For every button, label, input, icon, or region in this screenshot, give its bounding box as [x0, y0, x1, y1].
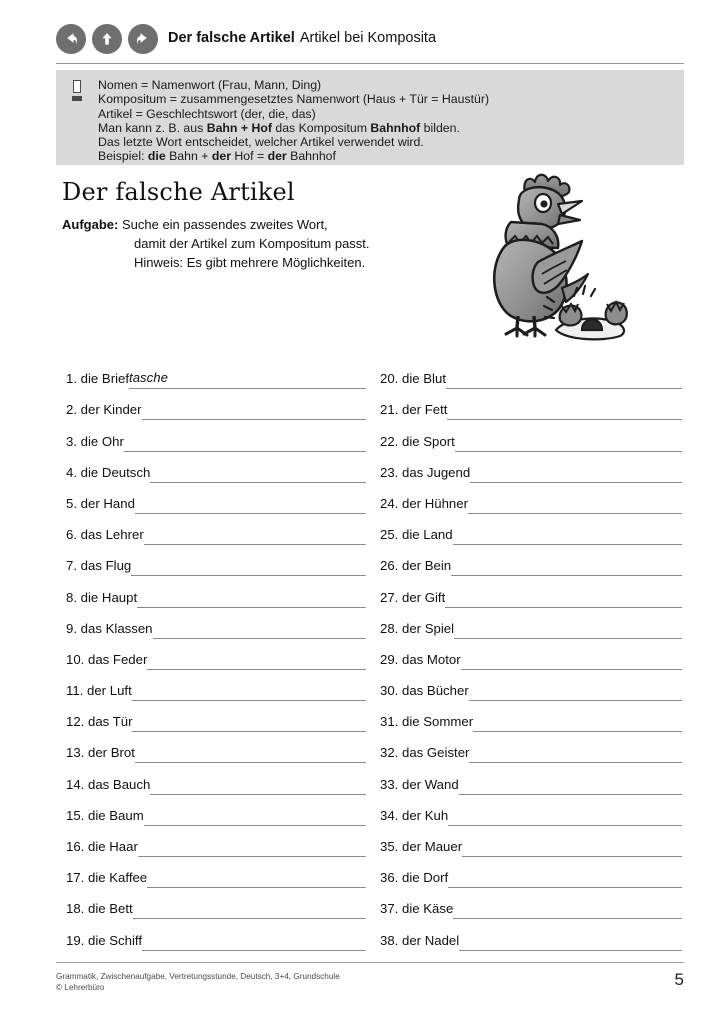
- exercise-item[interactable]: [380, 732, 682, 763]
- info-line-5: Das letzte Wort entscheidet, welcher Artikel verwendet wird.: [98, 135, 424, 150]
- exercise-item[interactable]: [380, 857, 682, 888]
- exercise-prompt: 13. der Brot: [66, 745, 135, 761]
- exercise-item[interactable]: [66, 701, 366, 732]
- exercise-item[interactable]: [66, 483, 366, 514]
- task-line-3: Hinweis: Es gibt mehrere Möglichkeiten.: [134, 255, 366, 270]
- exercise-prompt: 6. das Lehrer: [66, 527, 144, 543]
- exercise-item[interactable]: [66, 826, 366, 857]
- exercise-item[interactable]: [66, 639, 366, 670]
- page-title: Der falsche Artikel: [62, 178, 295, 206]
- info-line-3: Artikel = Geschlechtswort (der, die, das): [98, 106, 316, 121]
- exercise-item[interactable]: [66, 358, 366, 389]
- exercise-item[interactable]: [380, 483, 682, 514]
- info-line-4: Man kann z. B. aus Bahn + Hof das Kompositum Bahnhof bilden.: [98, 120, 460, 135]
- task-instructions: [62, 215, 370, 272]
- exercise-item[interactable]: [380, 514, 682, 545]
- exercise-item[interactable]: [66, 888, 366, 919]
- info-box-text: [98, 78, 676, 164]
- exercise-column-left: [66, 358, 366, 951]
- exercise-prompt: 38. der Nadel: [380, 932, 460, 948]
- exercise-item[interactable]: [380, 389, 682, 420]
- exercise-item[interactable]: [380, 358, 682, 389]
- exercise-prompt: 23. das Jugend: [380, 464, 471, 480]
- exercise-prompt: 15. die Baum: [66, 807, 144, 823]
- info-box: [56, 70, 684, 165]
- exercise-item[interactable]: [66, 389, 366, 420]
- exercise-item[interactable]: [66, 608, 366, 639]
- task-line-2: damit der Artikel zum Kompositum passt.: [134, 236, 370, 251]
- exercise-item[interactable]: [66, 514, 366, 545]
- page-number: 5: [674, 970, 684, 989]
- info-line-2: Kompositum = zusammengesetztes Namenwort (Haus + Tür = Haustür): [98, 92, 490, 107]
- header-subtitle: Artikel bei Komposita: [299, 30, 437, 46]
- exercise-prompt: 30. das Bücher: [380, 683, 469, 699]
- exercise-prompt: 1. die Brief: [66, 371, 130, 387]
- exercise-prompt: 10. das Feder: [66, 651, 148, 667]
- task-line-1: Suche ein passendes zweites Wort,: [121, 217, 328, 232]
- up-arrow-icon[interactable]: [92, 24, 122, 54]
- exercise-item[interactable]: [66, 763, 366, 794]
- back-arrow-icon[interactable]: [56, 24, 86, 54]
- footer-line-2: © Lehrerbüro: [56, 982, 105, 992]
- exercise-prompt: 8. die Haupt: [66, 589, 138, 605]
- exercise-prompt: 32. das Geister: [380, 745, 470, 761]
- exercise-prompt: 9. das Klassen: [66, 620, 153, 636]
- navigation-buttons: [56, 24, 158, 54]
- exercise-prompt: 26. der Bein: [380, 558, 452, 574]
- exercise-prompt: 35. der Mauer: [380, 839, 463, 854]
- exercise-prompt: 14. das Bauch: [66, 776, 151, 792]
- exercise-item[interactable]: [380, 670, 682, 701]
- forward-arrow-icon[interactable]: [128, 24, 158, 54]
- exercise-item[interactable]: [66, 670, 366, 701]
- task-label: Aufgabe:: [62, 217, 119, 232]
- exercise-prompt: 4. die Deutsch: [66, 464, 151, 480]
- exercise-answer[interactable]: tasche: [129, 370, 168, 389]
- exercise-prompt: 34. der Kuh: [380, 807, 449, 823]
- exercise-prompt: 31. die Sommer: [380, 714, 474, 730]
- exercise-prompt: 25. die Land: [380, 527, 453, 543]
- info-line-1: Nomen = Namenwort (Frau, Mann, Ding): [98, 78, 322, 92]
- exercise-item[interactable]: [380, 763, 682, 794]
- header-divider: [56, 63, 684, 64]
- exercise-item[interactable]: [380, 826, 682, 857]
- exercise-item[interactable]: [66, 576, 366, 607]
- footer-divider: [56, 962, 684, 963]
- exercise-prompt: 17. die Kaffee: [66, 870, 148, 886]
- exercise-item[interactable]: [66, 857, 366, 888]
- exercise-item[interactable]: [380, 919, 682, 950]
- exercise-prompt: 3. die Ohr: [66, 433, 124, 449]
- exercise-column-right: [380, 358, 682, 951]
- exercise-prompt: 24. der Hühner: [380, 495, 468, 511]
- exercise-prompt: 21. der Fett: [380, 402, 448, 418]
- exercise-prompt: 7. das Flug: [66, 558, 132, 574]
- exercise-item[interactable]: [66, 919, 366, 950]
- exercise-item[interactable]: [380, 701, 682, 732]
- exercise-item[interactable]: [380, 608, 682, 639]
- exercise-prompt: 19. die Schiff: [66, 932, 143, 948]
- exercise-item[interactable]: [380, 452, 682, 483]
- exercise-prompt: 18. die Bett: [66, 901, 133, 917]
- exercise-prompt: 20. die Blut: [380, 371, 446, 387]
- exercise-item[interactable]: [66, 795, 366, 826]
- exercise-item[interactable]: [380, 795, 682, 826]
- rooster-with-cracked-egg-illustration: [478, 170, 648, 342]
- exercise-item[interactable]: [66, 545, 366, 576]
- exercise-item[interactable]: [380, 888, 682, 919]
- exercise-item[interactable]: [66, 452, 366, 483]
- exercise-prompt: 36. die Dorf: [380, 870, 449, 886]
- exercise-item[interactable]: [380, 576, 682, 607]
- exercise-prompt: 12. das Tür: [66, 714, 133, 730]
- exercise-prompt: 37. die Käse: [380, 901, 454, 917]
- exercise-prompt: 11. der Luft: [66, 683, 132, 699]
- header-title-group: [168, 30, 436, 46]
- exercise-prompt: 27. der Gift: [380, 589, 446, 605]
- answer-line[interactable]: [142, 949, 366, 951]
- answer-line[interactable]: [459, 949, 682, 951]
- exercise-prompt: 22. die Sport: [380, 433, 455, 449]
- footer-line-1: Grammatik, Zwischenaufgabe, Vertretungsstunde, Deutsch, 3+4, Grundschule: [56, 972, 340, 981]
- exercise-item[interactable]: [66, 420, 366, 451]
- footer-credits: [56, 972, 340, 993]
- page-header: [56, 24, 684, 66]
- exercise-prompt: 29. das Motor: [380, 651, 461, 667]
- exclamation-mark-icon: [70, 80, 84, 102]
- exercise-prompt: 16. die Haar: [66, 839, 138, 854]
- exercise-prompt: 33. der Wand: [380, 776, 459, 792]
- header-title: Der falsche Artikel: [168, 30, 295, 46]
- exercise-prompt: 2. der Kinder: [66, 402, 142, 418]
- exercise-item[interactable]: [66, 732, 366, 763]
- info-line-6: Beispiel: die Bahn + der Hof = der Bahnhof: [98, 149, 336, 164]
- exercise-item[interactable]: [380, 420, 682, 451]
- exercise-prompt: 28. der Spiel: [380, 620, 455, 636]
- exercise-prompt: 5. der Hand: [66, 495, 135, 511]
- exercise-item[interactable]: [380, 639, 682, 670]
- exercise-item[interactable]: [380, 545, 682, 576]
